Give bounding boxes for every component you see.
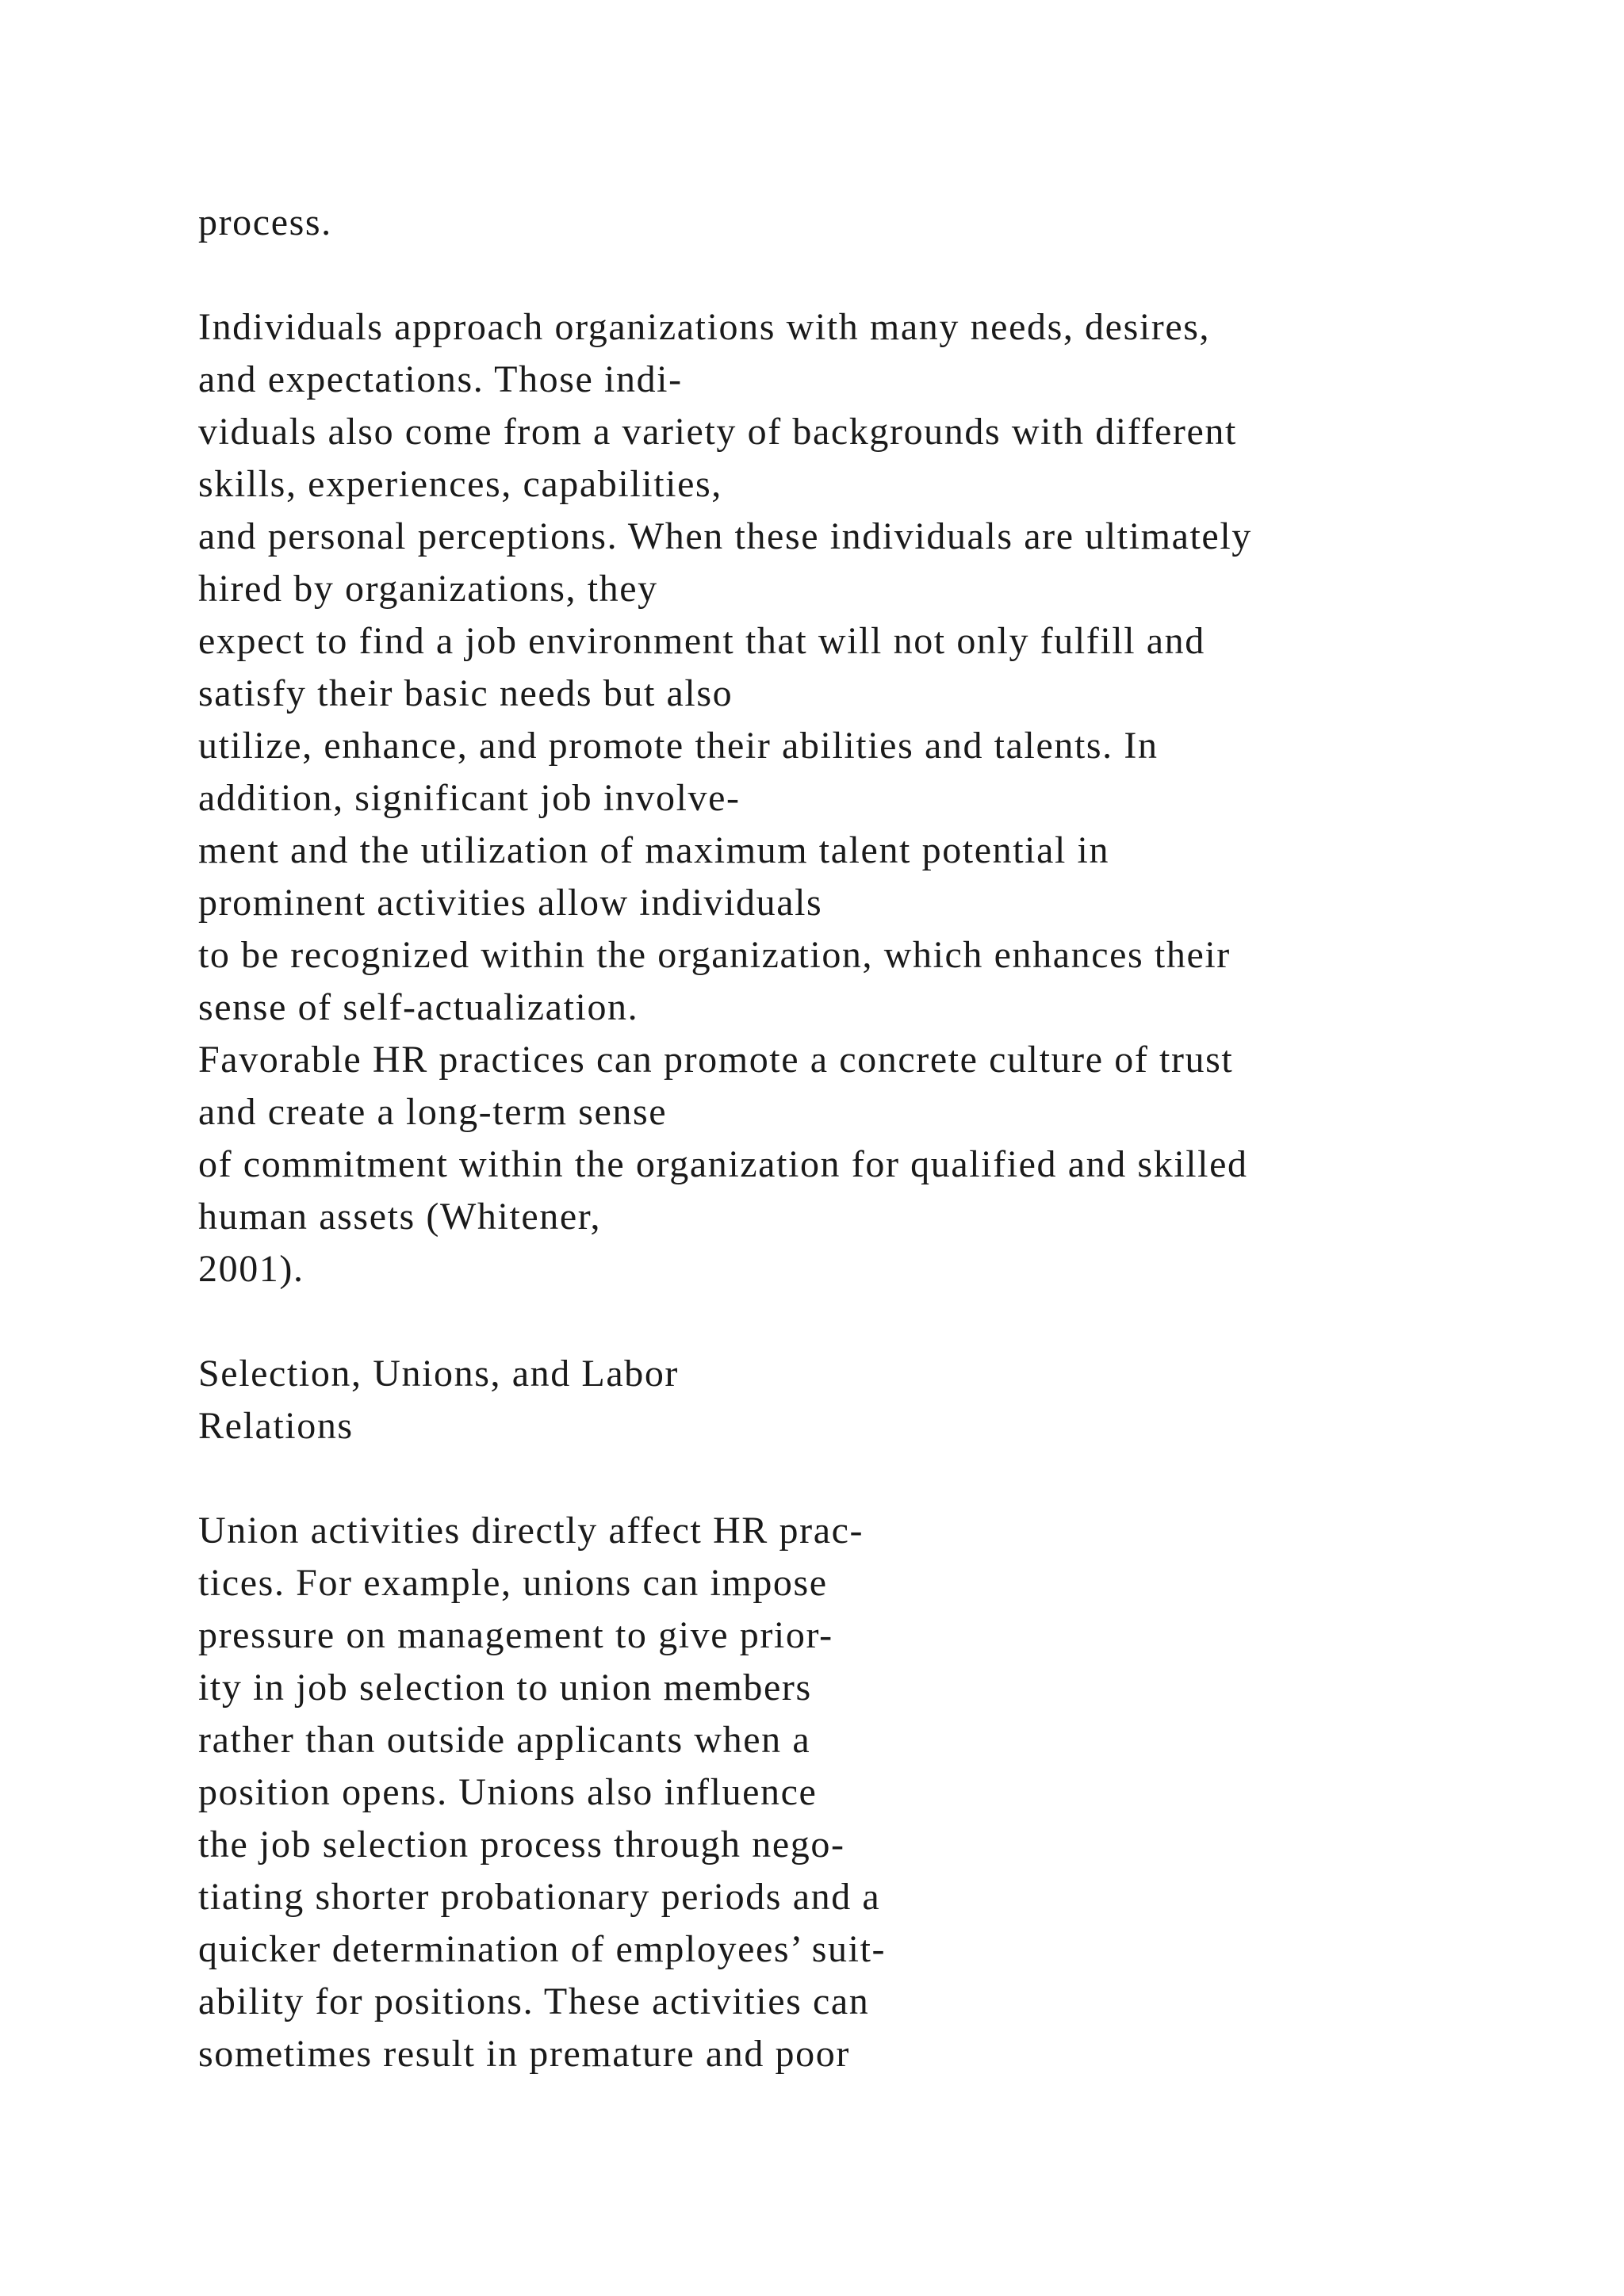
paragraph-line: ment and the utilization of maximum talent potential in xyxy=(198,829,1110,871)
paragraph-gap xyxy=(198,1452,1507,1505)
heading-line: Relations xyxy=(198,1405,354,1447)
paragraph-line: addition, significant job involve- xyxy=(198,777,741,819)
paragraph-line: viduals also come from a variety of backgrounds with different xyxy=(198,411,1237,453)
paragraph-line: hired by organizations, they xyxy=(198,568,658,610)
paragraph-line: sometimes result in premature and poor xyxy=(198,2033,850,2075)
document-page xyxy=(198,197,1507,2080)
paragraph-line: utilize, enhance, and promote their abilities and talents. In xyxy=(198,725,1159,767)
paragraph-line: 2001). xyxy=(198,1248,304,1290)
paragraph-gap xyxy=(198,249,1507,301)
paragraph-line: position opens. Unions also influence xyxy=(198,1771,818,1813)
paragraph-line: and expectations. Those indi- xyxy=(198,358,683,400)
paragraph-line: and personal perceptions. When these individuals are ultimately xyxy=(198,515,1252,557)
paragraph-line: the job selection process through nego- xyxy=(198,1823,845,1866)
paragraph-line: Union activities directly affect HR prac- xyxy=(198,1510,864,1552)
paragraph-line: human assets (Whitener, xyxy=(198,1196,602,1238)
section-heading xyxy=(198,1348,1507,1452)
paragraph-line: sense of self-actualization. xyxy=(198,986,639,1028)
paragraph-gap xyxy=(198,1295,1507,1348)
body-paragraph xyxy=(198,301,1507,1295)
paragraph-line: skills, experiences, capabilities, xyxy=(198,463,722,505)
paragraph-line: ity in job selection to union members xyxy=(198,1667,812,1709)
paragraph-line: Favorable HR practices can promote a concrete culture of trust xyxy=(198,1039,1234,1081)
heading-line: Selection, Unions, and Labor xyxy=(198,1353,680,1395)
paragraph-line: prominent activities allow individuals xyxy=(198,882,823,924)
opening-line: process. xyxy=(198,201,332,243)
paragraph-line: pressure on management to give prior- xyxy=(198,1614,833,1656)
body-paragraph xyxy=(198,1505,1507,2080)
paragraph-line: satisfy their basic needs but also xyxy=(198,672,733,714)
paragraph-line: to be recognized within the organization, which enhances their xyxy=(198,934,1231,976)
paragraph-line: rather than outside applicants when a xyxy=(198,1719,811,1761)
paragraph-line: and create a long-term sense xyxy=(198,1091,668,1133)
paragraph-line: ability for positions. These activities can xyxy=(198,1980,870,2022)
paragraph-line: tices. For example, unions can impose xyxy=(198,1562,828,1604)
paragraph-line: quicker determination of employees’ suit- xyxy=(198,1928,887,1970)
paragraph-line: tiating shorter probationary periods and a xyxy=(198,1876,881,1918)
paragraph-line: of commitment within the organization for qualified and skilled xyxy=(198,1143,1248,1185)
paragraph-line: Individuals approach organizations with many needs, desires, xyxy=(198,306,1211,348)
paragraph-line: expect to find a job environment that will not only fulfill and xyxy=(198,620,1205,662)
